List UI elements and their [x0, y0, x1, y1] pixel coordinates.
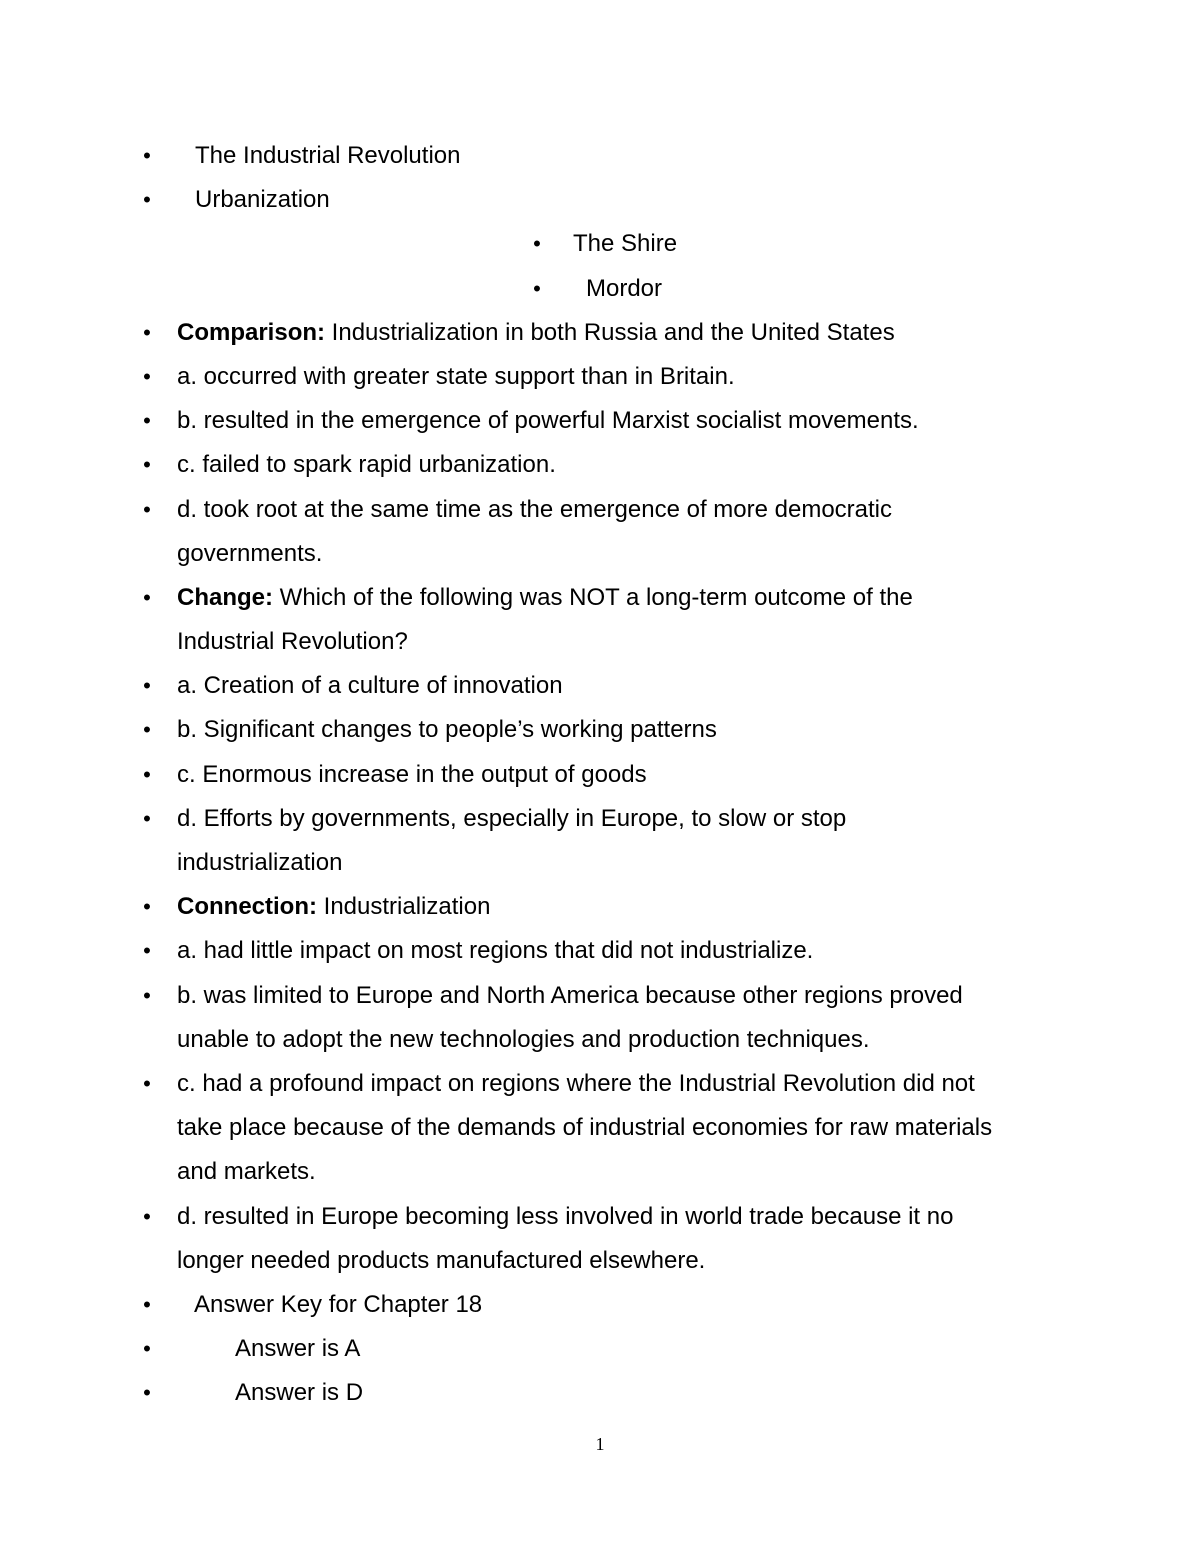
bullet-icon: • — [143, 187, 151, 213]
answer-option-continuation: governments. — [177, 539, 323, 567]
list-item — [0, 664, 1200, 708]
bullet-icon: • — [533, 275, 541, 301]
list-item — [0, 178, 1200, 222]
list-item — [0, 929, 1200, 973]
bullet-icon: • — [143, 496, 151, 522]
question-text: Industrialization — [316, 893, 491, 921]
bullet-icon: • — [143, 894, 151, 920]
list-item — [0, 753, 1200, 797]
list-item-continuation — [0, 841, 1200, 885]
bullet-icon: • — [143, 143, 151, 168]
question-text: Which of the following was NOT a long-term outcome of the — [273, 583, 913, 611]
question-label: Connection: — [177, 893, 317, 921]
bullet-icon: • — [143, 319, 151, 345]
answer-option: c. failed to spark rapid urbanization. — [177, 451, 556, 479]
bullet-icon: • — [143, 584, 151, 610]
list-item-text — [177, 311, 895, 355]
list-item — [0, 797, 1200, 841]
bullet-icon: • — [143, 761, 151, 787]
list-item — [0, 355, 1200, 399]
list-item-continuation — [0, 1018, 1200, 1062]
answer-option-continuation: take place because of the demands of industrial economies for raw materials — [177, 1114, 993, 1142]
list-item-text — [177, 885, 490, 929]
answer-option: a. occurred with greater state support than in Britain. — [177, 362, 735, 390]
answer-option: d. took root at the same time as the emergence of more democratic — [177, 495, 893, 523]
bullet-icon: • — [143, 982, 151, 1008]
list-item-text: The Shire — [573, 230, 678, 258]
answer-option-continuation: longer needed products manufactured elsewhere. — [177, 1246, 706, 1274]
list-item — [0, 134, 1200, 178]
answer-key-entry: Answer is D — [235, 1379, 364, 1407]
list-item — [0, 267, 1200, 311]
list-item — [0, 443, 1200, 487]
bullet-list — [0, 134, 1200, 1415]
list-item — [0, 708, 1200, 752]
answer-option: a. Creation of a culture of innovation — [177, 672, 563, 700]
list-item-continuation — [0, 1106, 1200, 1150]
answer-option-continuation: unable to adopt the new technologies and production techniques. — [177, 1025, 870, 1053]
bullet-icon: • — [143, 363, 151, 389]
answer-option-continuation: and markets. — [177, 1158, 316, 1186]
list-item — [0, 1062, 1200, 1106]
list-item — [0, 488, 1200, 532]
bullet-icon: • — [143, 452, 151, 478]
list-item-continuation — [0, 1239, 1200, 1283]
bullet-icon: • — [533, 231, 541, 257]
answer-option: d. Efforts by governments, especially in Europe, to slow or stop — [177, 804, 847, 832]
answer-option: b. was limited to Europe and North America because other regions proved — [177, 981, 963, 1009]
list-item-text: Urbanization — [195, 186, 330, 214]
question-label: Change: — [177, 583, 273, 611]
bullet-icon: • — [143, 805, 151, 831]
bullet-icon: • — [143, 1203, 151, 1229]
bullet-icon: • — [143, 1380, 151, 1406]
list-item — [0, 885, 1200, 929]
answer-option: c. had a profound impact on regions where the Industrial Revolution did not — [177, 1069, 975, 1097]
bullet-icon: • — [143, 408, 151, 434]
answer-option: b. resulted in the emergence of powerful Marxist socialist movements. — [177, 407, 919, 435]
list-item-text — [177, 576, 913, 620]
bullet-icon: • — [143, 1336, 151, 1362]
list-item — [0, 399, 1200, 443]
list-item-text: Mordor — [586, 274, 663, 302]
answer-option-continuation: industrialization — [177, 849, 343, 876]
list-item — [0, 222, 1200, 266]
list-item-continuation — [0, 1150, 1200, 1194]
list-item — [0, 1195, 1200, 1239]
bullet-icon: • — [143, 938, 151, 964]
answer-key-heading: Answer Key for Chapter 18 — [194, 1290, 483, 1318]
answer-option: b. Significant changes to people’s working patterns — [177, 716, 717, 744]
list-item — [0, 974, 1200, 1018]
answer-option: d. resulted in Europe becoming less involved in world trade because it no — [177, 1202, 954, 1230]
bullet-icon: • — [143, 717, 151, 743]
bullet-icon: • — [143, 673, 151, 699]
page-number: 1 — [595, 1434, 605, 1454]
bullet-icon: • — [143, 1070, 151, 1096]
list-item-continuation — [0, 532, 1200, 576]
question-label: Comparison: — [177, 318, 326, 346]
list-item — [0, 1327, 1200, 1371]
list-item-text: The Industrial Revolution — [195, 142, 461, 169]
bullet-icon: • — [143, 1291, 151, 1317]
question-text: Industrialization in both Russia and the United States — [325, 318, 895, 346]
list-item — [0, 311, 1200, 355]
question-text-continuation: Industrial Revolution? — [177, 628, 408, 656]
list-item — [0, 1371, 1200, 1415]
list-item — [0, 576, 1200, 620]
list-item-continuation — [0, 620, 1200, 664]
list-item — [0, 1283, 1200, 1327]
answer-option: a. had little impact on most regions that did not industrialize. — [177, 937, 814, 965]
answer-option: c. Enormous increase in the output of goods — [177, 760, 647, 788]
answer-key-entry: Answer is A — [235, 1335, 361, 1363]
